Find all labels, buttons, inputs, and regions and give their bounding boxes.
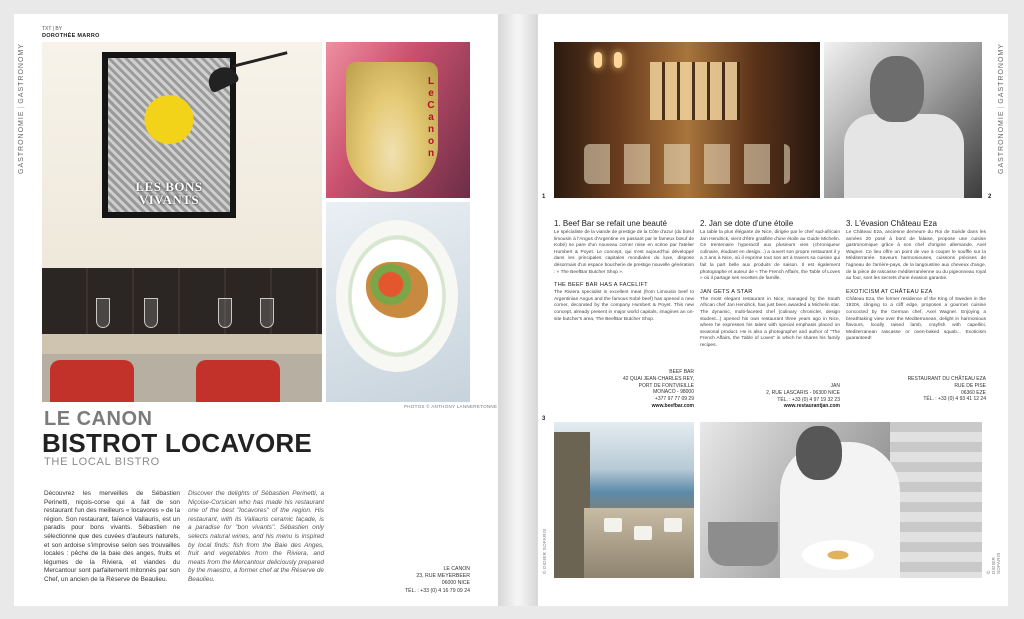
section-label-en: GASTRONOMY: [18, 43, 25, 104]
address-line: JAN: [830, 383, 840, 389]
pendant-light: [614, 52, 622, 68]
table: [604, 518, 622, 532]
wine-glass-1: [96, 298, 110, 328]
red-chair-2: [196, 360, 280, 402]
red-chair-1: [50, 360, 134, 402]
column-title: 2. Jan se dote d'une étoile: [700, 219, 794, 228]
column-body-english: The Riviera specialist in excellent meat (from Limousin beef to Argentinian Angus and the famous Kobé beef) has opened a new corner, decorated by the company Humbert & Poyet. This new concept, already present in major world capitals, imagines an on-site butcher's area, The BeefBar Butcher Shop.: [554, 290, 694, 322]
address-le-canon: [390, 566, 470, 595]
table: [634, 526, 652, 540]
address-line: PORT DE FONTVIEILLE: [638, 382, 694, 389]
address-line: MONACO - 98000: [653, 389, 694, 396]
window: [650, 62, 740, 120]
article-column-jan: [700, 219, 840, 350]
byline-label: TXT | BY: [42, 26, 63, 32]
wine-glass-4: [260, 298, 274, 328]
section-label-left: [18, 43, 25, 174]
right-page: [538, 14, 1008, 606]
body-text-english: Discover the delights of Sébastien Perinetti, a Niçoise-Corsican who has made his restaurant one of the best "locavores" of the region. His restaurant, with its Vallauris ceramic façade, is a paradise for "bon vivants". Sébastien only selects natural wines, and his menu is inspired by local finds: fish from the Baie des Anges, fruit and vegetables from the Riviera, and meats from the Mercantour deliciously prepared by the maestro, a former chef at the Réserve de Beaulieu.: [188, 490, 324, 583]
section-label-fr: GASTRONOMIE: [998, 110, 1005, 174]
article-column-beef-bar: [554, 219, 694, 323]
section-label-separator: |: [998, 105, 1005, 109]
left-page: [14, 14, 498, 606]
column-body-french: Le spécialiste de la viande de prestige de la Côte d'azur (du bœuf limousin à l'Angus d'Argentine en passant par le fameux bœuf de Kobé) se pare d'un nouveau corner mise en scène par l'atelier Humbert & Poyet. Le concept, qui s'est aujourd'hui développé dans les principales capitales mondiales du luxe, dispose désormais d'un espace boucherie de prestige nouvelle génération : « The BeefBar Butcher Shop ».: [554, 230, 694, 275]
section-label-en: GASTRONOMY: [998, 43, 1005, 104]
restaurant-name: LE CANON: [44, 408, 153, 430]
pendant-light: [594, 52, 602, 68]
chef-head: [796, 426, 842, 480]
photo-chef-portrait: [824, 42, 982, 198]
photo-beef-bar-interior: [554, 42, 820, 198]
address-line: TÉL. : +33 (0) 4 93 41 12 24: [923, 396, 986, 403]
photo-credit-chef: © DIDIER SOFARIS: [986, 552, 1001, 574]
column-body-french: La table la plus élégante de Nice, dirigée par le chef sud-africain Jan Hendrick, vient d'être gratifiée d'une étoile au Guide Michelin. Ce trentenaire hyperactif aux plusieurs vies (chroniqueur culinaire, étudiant en design...) a ouvert son propre restaurant il y a 3 ans à Nice, où il exprime tout son art à travers sa cuisine qui fait la part belle aux produits de saison. Il est également photographe et auteur de « The French Affairs, the Table of Loves » où il partage ses recettes de famille.: [700, 230, 840, 282]
address-line: 42 QUAI JEAN-CHARLES REY,: [622, 375, 694, 382]
chef-head: [870, 56, 924, 122]
photo-credit-terrace: © DIDIER SOFARIS: [542, 528, 547, 574]
cooking-pot: [708, 522, 778, 566]
photo-wine-glass: [326, 42, 470, 198]
column-title: 1. Beef Bar se refait une beauté: [554, 219, 667, 228]
photo-chef-cooking: [700, 422, 982, 578]
banquette: [42, 268, 322, 334]
address-line: 2, RUE LASCARIS - 06300 NICE: [766, 389, 840, 396]
chef-coat: [844, 114, 964, 198]
article-column-chateau-eza: [846, 219, 986, 343]
poster-title: LES BONS VIVANTS: [135, 179, 203, 207]
photo-number-3: 3: [542, 416, 546, 422]
address-jan: [700, 383, 840, 410]
kitchen-hood: [890, 422, 982, 578]
section-label-fr: GASTRONOMIE: [18, 110, 25, 174]
photo-number-1: 1: [542, 194, 546, 200]
website-link-beef-bar[interactable]: www.beefbar.com: [651, 402, 694, 409]
section-label-right: [998, 43, 1005, 174]
photo-plated-dish: [326, 202, 470, 402]
column-title: 3. L'évasion Château Eza: [846, 219, 937, 228]
article-headline: BISTROT LOCAVORE: [42, 428, 312, 458]
body-text-french: Découvrez les merveilles de Sébastien Perinetti, niçois-corse qui a fait de son restaurant l'un des meilleurs « locavores » de la région. Son restaurant, faïencé Vallauris, est un paradis pour bons vivants. Sébastien ne sélectionne que des cuvées d'auteurs naturels, et son ardoise s'improvise selon ses trouvailles locales : pêche de la baie des anges, fruits et légumes de la Riviera, et viandes du Mercantour sont parfaitement mitonnés par son Chef, un ancien de la Réserve de Beaulieu.: [44, 490, 180, 583]
address-line: TÉL. : +33 (0) 4 97 19 32 23: [777, 396, 840, 403]
wine-glass-closeup: [346, 62, 438, 192]
address-line: TÉL. : +33 (0) 4 16 79 09 24: [404, 587, 470, 594]
address-line: RUE DE PISE: [954, 382, 986, 389]
column-title-english: THE BEEF BAR HAS A FACELIFT: [554, 282, 648, 289]
address-line: LE CANON: [443, 566, 470, 572]
table: [664, 518, 682, 532]
column-body-english: Château Eza, the former residence of the King of Sweden in the 1920s, clinging to a cliff edge, proposes a gourmet cuisine concocted by the German chef, Axel Wagner. Enjoying a breathtaking view over the Mediterranean, delight in harmonious flavours, locally raised lamb, crayfish with capellini, Mediterranean rascasse or oven-baked squab... Exoticism guaranteed!: [846, 296, 986, 342]
byline: [42, 26, 100, 40]
plated-dish: [802, 540, 874, 570]
byline-author: DOROTHÉE MARRO: [42, 33, 100, 39]
website-link-jan[interactable]: www.restaurantjan.com: [783, 403, 840, 410]
wine-glass-3: [218, 298, 232, 328]
address-line: 06360 EZE: [960, 389, 986, 396]
address-line: RESTAURANT DU CHÂTEAU EZA: [907, 376, 986, 382]
column-title-english: EXOTICISM AT CHÂTEAU EZA: [846, 288, 933, 295]
photo-number-2: 2: [988, 194, 992, 200]
address-beef-bar: [554, 369, 694, 410]
address-line: 06000 NICE: [441, 580, 470, 587]
wall-lamp-arm: [232, 51, 287, 67]
photo-credit: PHOTOS © ANTHONY LANNERETONNE: [404, 404, 498, 409]
column-body-french: Le Château Eza, ancienne demeure du Roi de Suède dans les années 20 posé à bord de falaise, propose une cuisine gastronomique grâce à son chef d'origine allemande, Axel Wagner. Ce lieu offre un point de vue à couper le souffle sur la Méditerranée. Saveurs harmonieuses, cuissons précises de l'agneau de l'arrière-pays, de la langoustine aux cheveux d'ange, de la pièce de rascasse méditerranéenne ou du pigeonneau royal au four, sont les secrets d'une évasion garantie.: [846, 230, 986, 282]
article-subheadline: THE LOCAL BISTRO: [44, 456, 160, 468]
address-chateau-eza: [846, 376, 986, 403]
dining-tables: [584, 144, 790, 184]
column-title-english: JAN GETS A STAR: [700, 288, 753, 295]
wine-glass-2: [144, 298, 158, 328]
address-line: BEEF BAR: [669, 369, 694, 375]
photo-bistro-interior: [42, 42, 322, 402]
address-line: 23, RUE MEYERBEER: [416, 573, 470, 580]
photo-chateau-eza-terrace: [554, 422, 694, 578]
table-top: [42, 334, 322, 354]
column-body-english: The most elegant restaurant in Nice, managed by the South African chef Jan Hendrick, has just been awarded a Michelin star. The dynamic, multi-faceted chef (culinary chronicler, design student...) opened his own restaurant three years ago in Nice, where he expresses his talent with special emphasis placed on seasonal product. He is also a photographer and author of "The French Affairs, the Table of Loves" in which he shares his family recipes.: [700, 296, 840, 348]
magazine-spine: [498, 14, 538, 606]
neon-sign: Le Canon: [427, 76, 435, 159]
address-line: +377 97 77 09 29: [654, 396, 694, 403]
section-label-separator: |: [18, 105, 25, 109]
